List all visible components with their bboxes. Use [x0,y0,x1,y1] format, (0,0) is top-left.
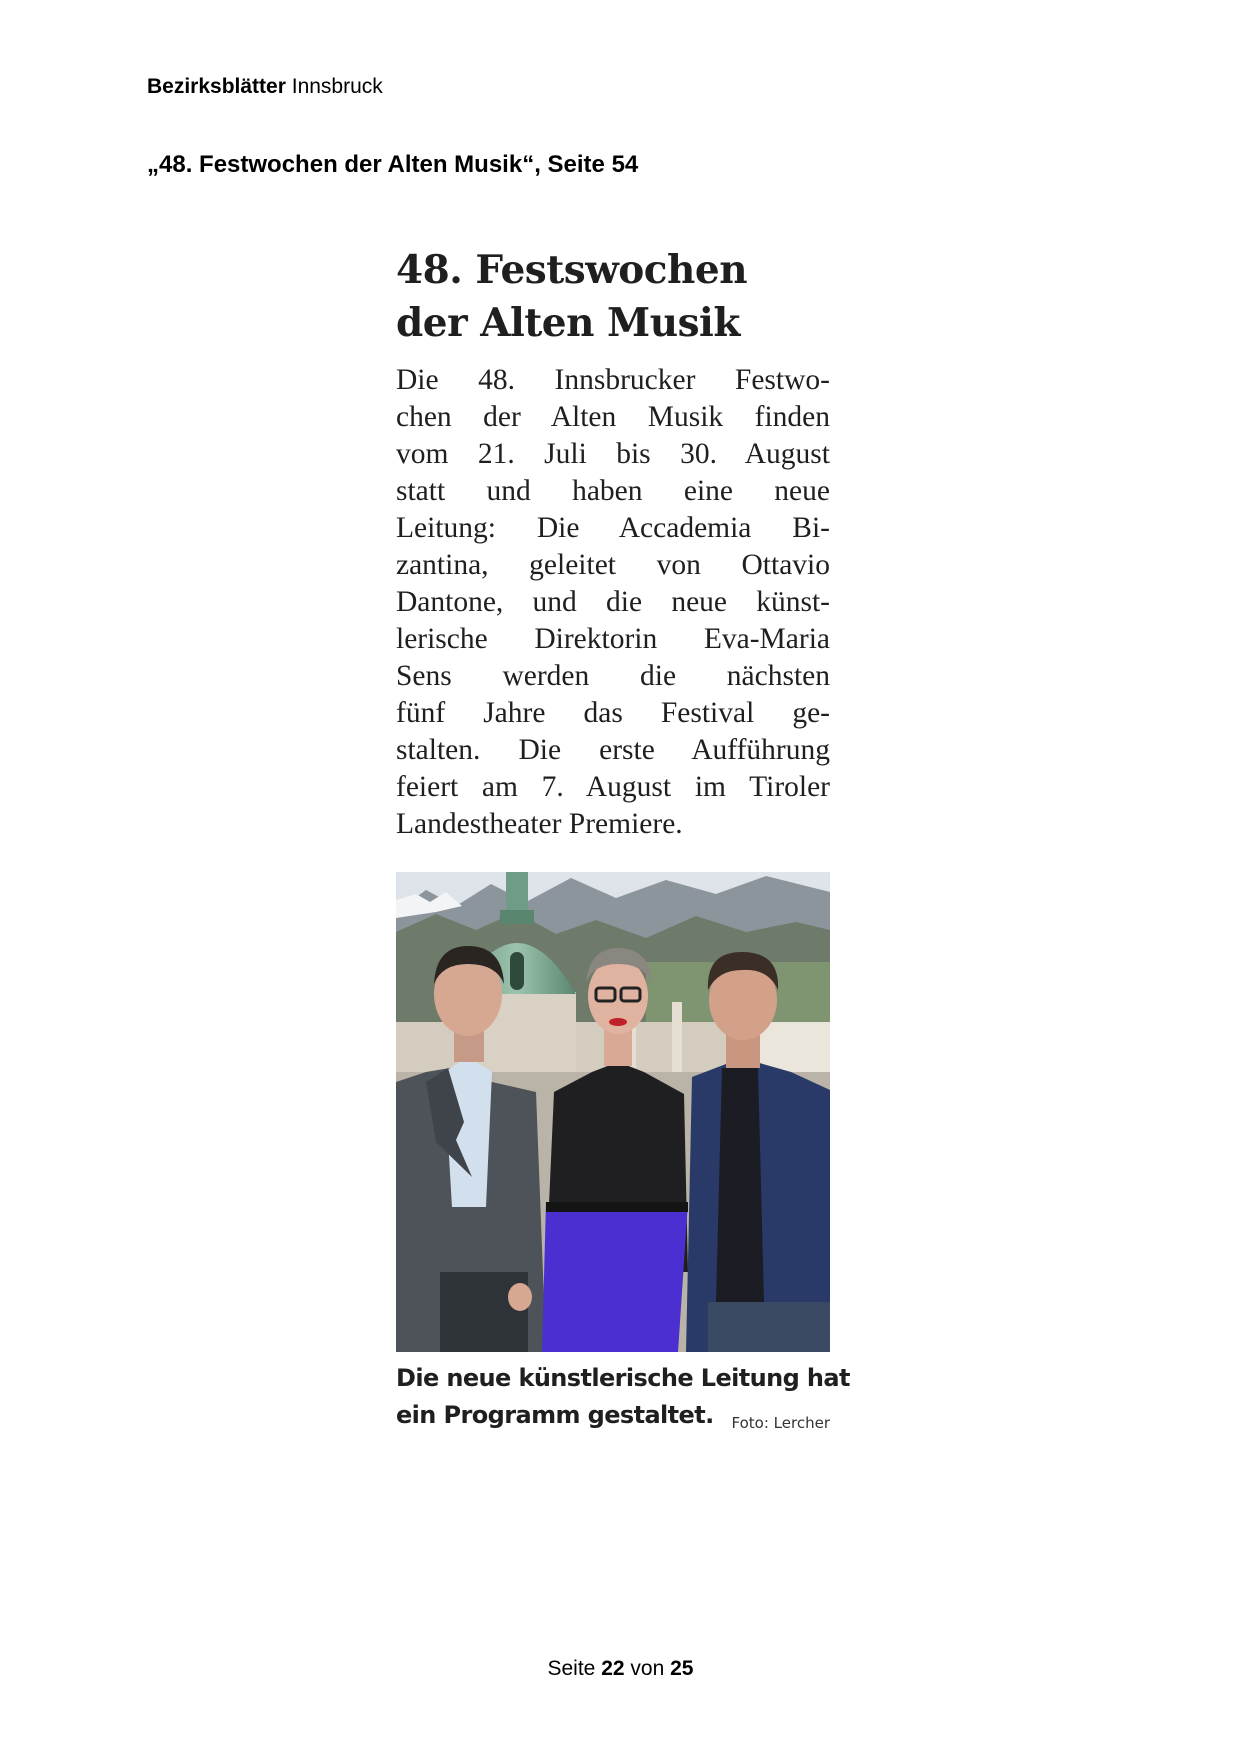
headline-line: der Alten Musik [396,300,740,346]
body-line: Landestheater Premiere. [396,808,683,840]
article-photo [396,872,830,1352]
caption-line: Die neue künstlerische Leitung hat [396,1364,850,1392]
body-line: Dantone, und die neue künst- [396,586,830,618]
body-line: lerische Direktorin Eva-Maria [396,623,830,655]
body-line: zantina, geleitet von Ottavio [396,549,830,581]
source-line [147,74,383,100]
body-line: Die 48. Innsbrucker Festwo- [396,364,830,396]
body-line: stalten. Die erste Aufführung [396,734,830,766]
headline-line: 48. Festswochen [396,247,748,293]
page-footer [0,1656,1241,1682]
article-body [396,362,830,843]
footer-prefix: Seite [547,1657,596,1680]
body-line: fünf Jahre das Festival ge- [396,697,830,729]
photo-caption [396,1360,850,1434]
body-line: Sens werden die nächsten [396,660,830,692]
publication-name: Bezirksblätter [147,75,286,98]
caption-line-with-credit [396,1397,830,1434]
footer-middle: von [630,1657,665,1680]
publication-region: Innsbruck [291,75,383,98]
total-pages: 25 [670,1657,694,1680]
current-page-number: 22 [601,1657,625,1680]
article-headline [396,244,830,350]
body-line: vom 21. Juli bis 30. August [396,438,830,470]
photo-credit: Foto: Lercher [731,1414,830,1432]
body-line: statt und haben eine neue [396,475,830,507]
caption-line: ein Programm gestaltet. [396,1401,714,1429]
body-line: feiert am 7. August im Tiroler [396,771,830,803]
article [396,244,830,843]
body-line: Leitung: Die Accademia Bi- [396,512,830,544]
body-line: chen der Alten Musik finden [396,401,830,433]
clipping-title: „48. Festwochen der Alten Musik“, Seite 54 [147,151,639,178]
